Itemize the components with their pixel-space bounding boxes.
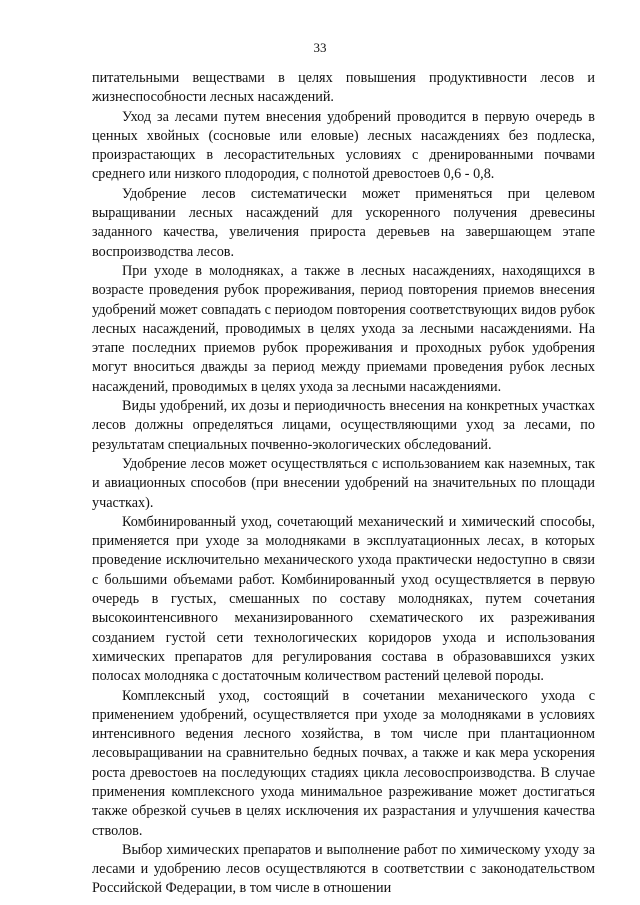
body-text: [92, 69, 595, 899]
paragraph-8: Комплексный уход, состоящий в сочетании механического ухода с применением удобрений, осуществляется при уходе за молодняками в условиях интенсивного ведения лесного хозяйства, в том числе при плантационном лесовыращивании на сравнительно бедных почвах, а также и как мера ускорения роста древостоев на последующих стадиях цикла лесовоспроизводства. В случае применения комплексного ухода минимальное разреживание может достигаться также обрезкой сучьев в целях исключения их разрастания и улучшения качества стволов.: [92, 687, 595, 839]
paragraph-7: Комбинированный уход, сочетающий механический и химический способы, применяется при уходе за молодняками в эксплуатационных лесах, в которых проведение исключительно механического ухода практически недоступно в связи с большими объемами работ. Комбинированный уход осуществляется в первую очередь в густых, смешанных по составу молодняках, путем сочетания высокоинтенсивного механизированного схематического их разреживания созданием густой сети технологических коридоров ухода и использования химических препаратов для регулирования состава в образовавшихся узких полосах молодняка с достаточным количеством растений целевой породы.: [92, 513, 595, 685]
paragraph-9: Выбор химических препаратов и выполнение работ по химическому уходу за лесами и удобрению лесов осуществляются в соответствии с законодательством Российской Федерации, в том числе в отношении: [92, 841, 595, 897]
paragraph-6: Удобрение лесов может осуществляться с использованием как наземных, так и авиационных способов (при внесении удобрений на значительных по площади участках).: [92, 455, 595, 511]
paragraph-2: Уход за лесами путем внесения удобрений проводится в первую очередь в ценных хвойных (сосновые или еловые) лесных насаждениях без подлеска, произрастающих в лесорастительных условиях с дренированными почвами среднего или низкого плодородия, с полнотой древостоев 0,6 - 0,8.: [92, 108, 595, 183]
paragraph-4: При уходе в молодняках, а также в лесных насаждениях, находящихся в возрасте проведения рубок прореживания, период повторения приемов внесения удобрений может совпадать с периодом повторения соответствующих видов рубок лесных насаждений, проводимых в целях ухода за лесными насаждениями. На этапе последних приемов рубок прореживания и проходных рубок удобрения могут вноситься дважды за период между приемами проведения рубок лесных насаждений, проводимых в целях ухода за лесными насаждениями.: [92, 262, 595, 395]
paragraph-5: Виды удобрений, их дозы и периодичность внесения на конкретных участках лесов должны определяться лицами, осуществляющими уход за лесами, по результатам специальных почвенно-экологических обследований.: [92, 398, 595, 453]
paragraph-1: питательными веществами в целях повышения продуктивности лесов и жизнеспособности лесных насаждений.: [92, 70, 595, 106]
paragraph-3: Удобрение лесов систематически может применяться при целевом выращивании лесных насаждений для ускоренного получения древесины заданного качества, увеличения прироста деревьев на завершающем этапе воспроизводства лесов.: [92, 185, 595, 260]
page-number: 33: [313, 40, 327, 55]
